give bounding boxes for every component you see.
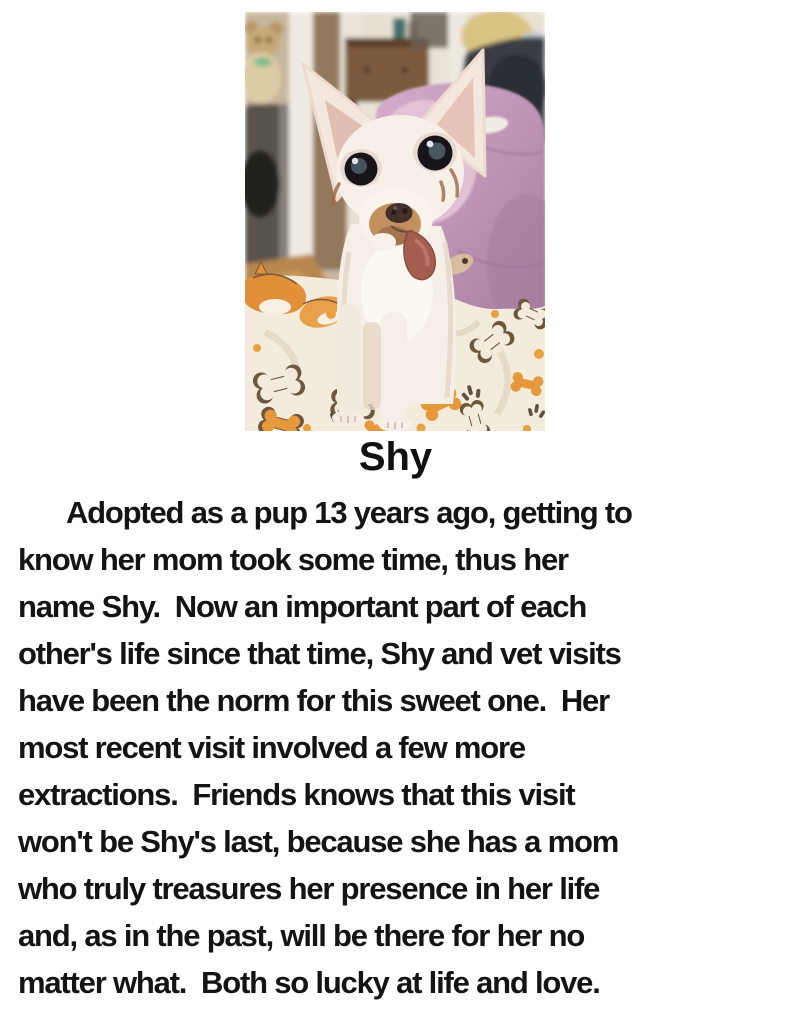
story-line: Adopted as a pup 13 years ago, getting to [66, 495, 632, 530]
story-line: name Shy. Now an important part of each [18, 589, 587, 624]
story-line: know her mom took some time, thus her [18, 542, 568, 577]
story-line: other's life since that time, Shy and vet visits [18, 636, 621, 671]
dog-photo [245, 12, 545, 431]
story-line: extractions. Friends knows that this visit [18, 777, 575, 812]
story-line: who truly treasures her presence in her life [18, 871, 600, 906]
story-paragraph [18, 489, 787, 1006]
story-line: won't be Shy's last, because she has a mom [18, 824, 619, 859]
story-line: have been the norm for this sweet one. Her [18, 683, 609, 718]
story-line: and, as in the past, will be there for her no [18, 918, 585, 953]
story-line: most recent visit involved a few more [18, 730, 525, 765]
story-line: matter what. Both so lucky at life and love. [18, 965, 600, 1000]
dog-photo-svg [245, 12, 545, 431]
page-title: Shy [358, 435, 433, 479]
